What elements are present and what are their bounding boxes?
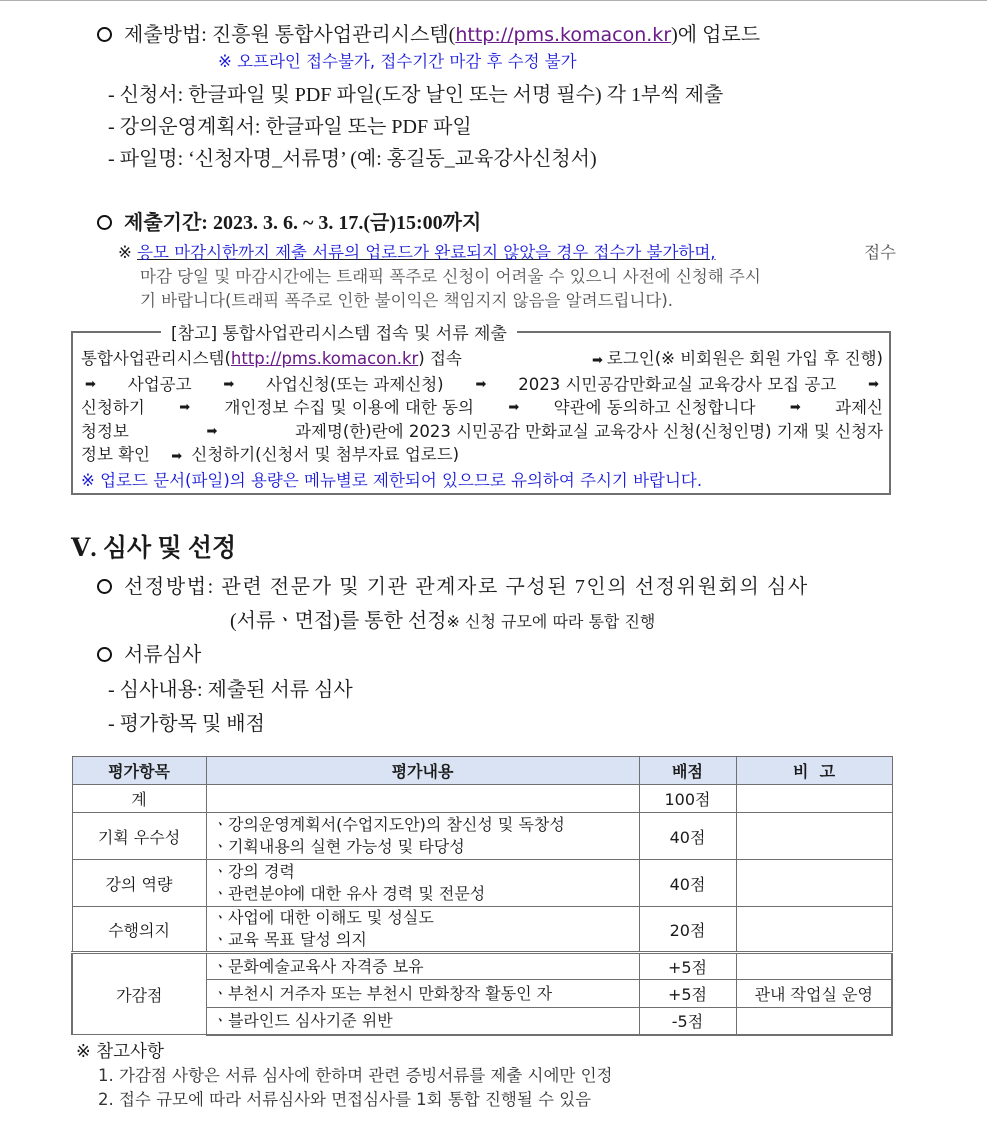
header-category: 평가항목 bbox=[72, 757, 206, 785]
table-row: 수행의지 ㆍ사업에 대한 이해도 및 성실도 ㆍ교육 목표 달성 의지 20점 bbox=[72, 907, 892, 953]
reference-box-title: [참고] 통합사업관리시스템 접속 및 서류 제출 bbox=[161, 319, 517, 344]
review-content: - 심사내용: 제출된 서류 심사 bbox=[108, 679, 353, 701]
bonus-row: 가감점 ㆍ문화예술교육사 자격증 보유 +5점 bbox=[72, 953, 892, 980]
reference-note-1: 1. 가감점 사항은 서류 심사에 한하며 관련 증빙서류를 제출 시에만 인정 bbox=[98, 1066, 613, 1085]
circle-bullet-icon bbox=[97, 579, 112, 594]
deadline-warning: 응모 마감시한까지 제출 서류의 업로드가 완료되지 않았을 경우 접수가 불가하며, bbox=[137, 243, 716, 262]
pms-link[interactable]: http://pms.komacon.kr bbox=[455, 24, 672, 46]
arrow-right-icon: ➡ bbox=[508, 400, 520, 415]
header-note: 비 고 bbox=[736, 757, 892, 785]
table-header-row bbox=[72, 757, 892, 785]
upload-size-note: ※ 업로드 문서(파일)의 용량은 메뉴별로 제한되어 있으므로 유의하여 주시기 바랍니다. bbox=[81, 470, 703, 490]
submission-note: ※ 오프라인 접수불가, 접수기간 마감 후 수정 불가 bbox=[218, 52, 577, 71]
table-row: 기획 우수성 ㆍ강의운영계획서(수업지도안)의 참신성 및 독창성 ㆍ기획내용의 실현 가능성 및 타당성 40점 bbox=[72, 813, 892, 860]
arrow-right-icon: ➡ bbox=[223, 376, 235, 392]
pms-link[interactable]: http://pms.komacon.kr bbox=[230, 349, 419, 368]
arrow-right-icon: ➡ bbox=[171, 449, 183, 464]
arrow-right-icon: ➡ bbox=[868, 376, 879, 392]
evaluation-table bbox=[71, 756, 893, 1036]
table-row: 강의 역량 ㆍ강의 경력 ㆍ관련분야에 대한 유사 경력 및 전문성 40점 bbox=[72, 860, 892, 907]
selection-method: 선정방법: 관련 전문가 및 기관 관계자로 구성된 7인의 선정위원회의 심사 bbox=[97, 570, 895, 599]
reference-box bbox=[71, 324, 891, 495]
review-criteria: - 평가항목 및 배점 bbox=[108, 713, 265, 735]
submission-period: 제출기간: 2023. 3. 6. ~ 3. 17.(금)15:00까지 bbox=[97, 206, 481, 235]
arrow-right-icon: ➡ bbox=[179, 400, 191, 415]
arrow-right-icon: ➡ bbox=[475, 376, 487, 392]
submission-item-plan: - 강의운영계획서: 한글파일 또는 PDF 파일 bbox=[108, 116, 472, 138]
selection-method-line2: (서류ㆍ면접)를 통한 선정※ 신청 규모에 따라 통합 진행 bbox=[230, 610, 656, 632]
submission-period-note: ※ 응모 마감시한까지 제출 서류의 업로드가 완료되지 않았을 경우 접수가 불가하며, 접수 마감 당일 및 마감시간에는 트래픽 폭주로 신청이 어려울 수 있으니 사전에 신청해 주시 기 바랍니다(트래픽 폭주로 인한 불이익은 책임지지 않음을 알려드립니다). bbox=[118, 243, 896, 310]
reference-note-2: 2. 접수 규모에 따라 서류심사와 면접심사를 1회 통합 진행될 수 있음 bbox=[98, 1090, 592, 1109]
section-heading: Ⅴ. 심사 및 선정 bbox=[71, 535, 237, 562]
submission-item-application: - 신청서: 한글파일 및 PDF 파일(도장 날인 또는 서명 필수) 각 1부씩 제출 bbox=[108, 84, 724, 106]
bonus-row: ㆍ블라인드 심사기준 위반 -5점 bbox=[72, 1008, 892, 1035]
bonus-row: ㆍ부천시 거주자 또는 부천시 만화창작 활동인 자 +5점 관내 작업실 운영 bbox=[72, 980, 892, 1008]
page-top-border bbox=[0, 0, 987, 1]
arrow-right-icon: ➡ bbox=[789, 400, 801, 415]
arrow-right-icon: ➡ bbox=[592, 353, 603, 368]
submission-item-filename: - 파일명: ‘신청자명_서류명’ (예: 홍길동_교육강사신청서) bbox=[108, 148, 597, 170]
arrow-right-icon: ➡ bbox=[85, 376, 96, 392]
header-contents: 평가내용 bbox=[206, 757, 639, 785]
header-score: 배점 bbox=[639, 757, 736, 785]
reference-box-body: 통합사업관리시스템(http://pms.komacon.kr) 접속 ➡ 로그인(※ 비회원은 회원 가입 후 진행) ➡ 사업공고 ➡ 사업신청(또는 과제신청) ➡ 2023 시민공감만화교실 교육강사 모집 공고 ➡ 신청하기 ➡ 개인정보 수집 및 이용에 대한 동의 ➡ 약관에 동의하고 신청합니다 ➡ 과제신 청정보 ➡ 과제명(한)란에 2023 시민공감 만화교실 교육강사 신청(신청인명) 기재 및 신청자 정보 확인 ➡ 신청하기(신청서 및 첨부자료 업로드) ※ 업로드 문서(파일)의 용량은 메뉴별로 제한되어 있으므로 유의하여 주시기 바랍니다. bbox=[81, 347, 883, 492]
circle-bullet-icon bbox=[97, 215, 112, 230]
arrow-right-icon: ➡ bbox=[206, 423, 218, 439]
circle-bullet-icon bbox=[97, 27, 112, 42]
submission-method: 제출방법: 진흥원 통합사업관리시스템(http://pms.komacon.kr)에 업로드 bbox=[97, 18, 760, 47]
table-row: 계 100점 bbox=[72, 785, 892, 813]
circle-bullet-icon bbox=[97, 647, 112, 662]
reference-notes-title: ※ 참고사항 bbox=[76, 1042, 164, 1062]
document-review: 서류심사 bbox=[97, 638, 201, 667]
